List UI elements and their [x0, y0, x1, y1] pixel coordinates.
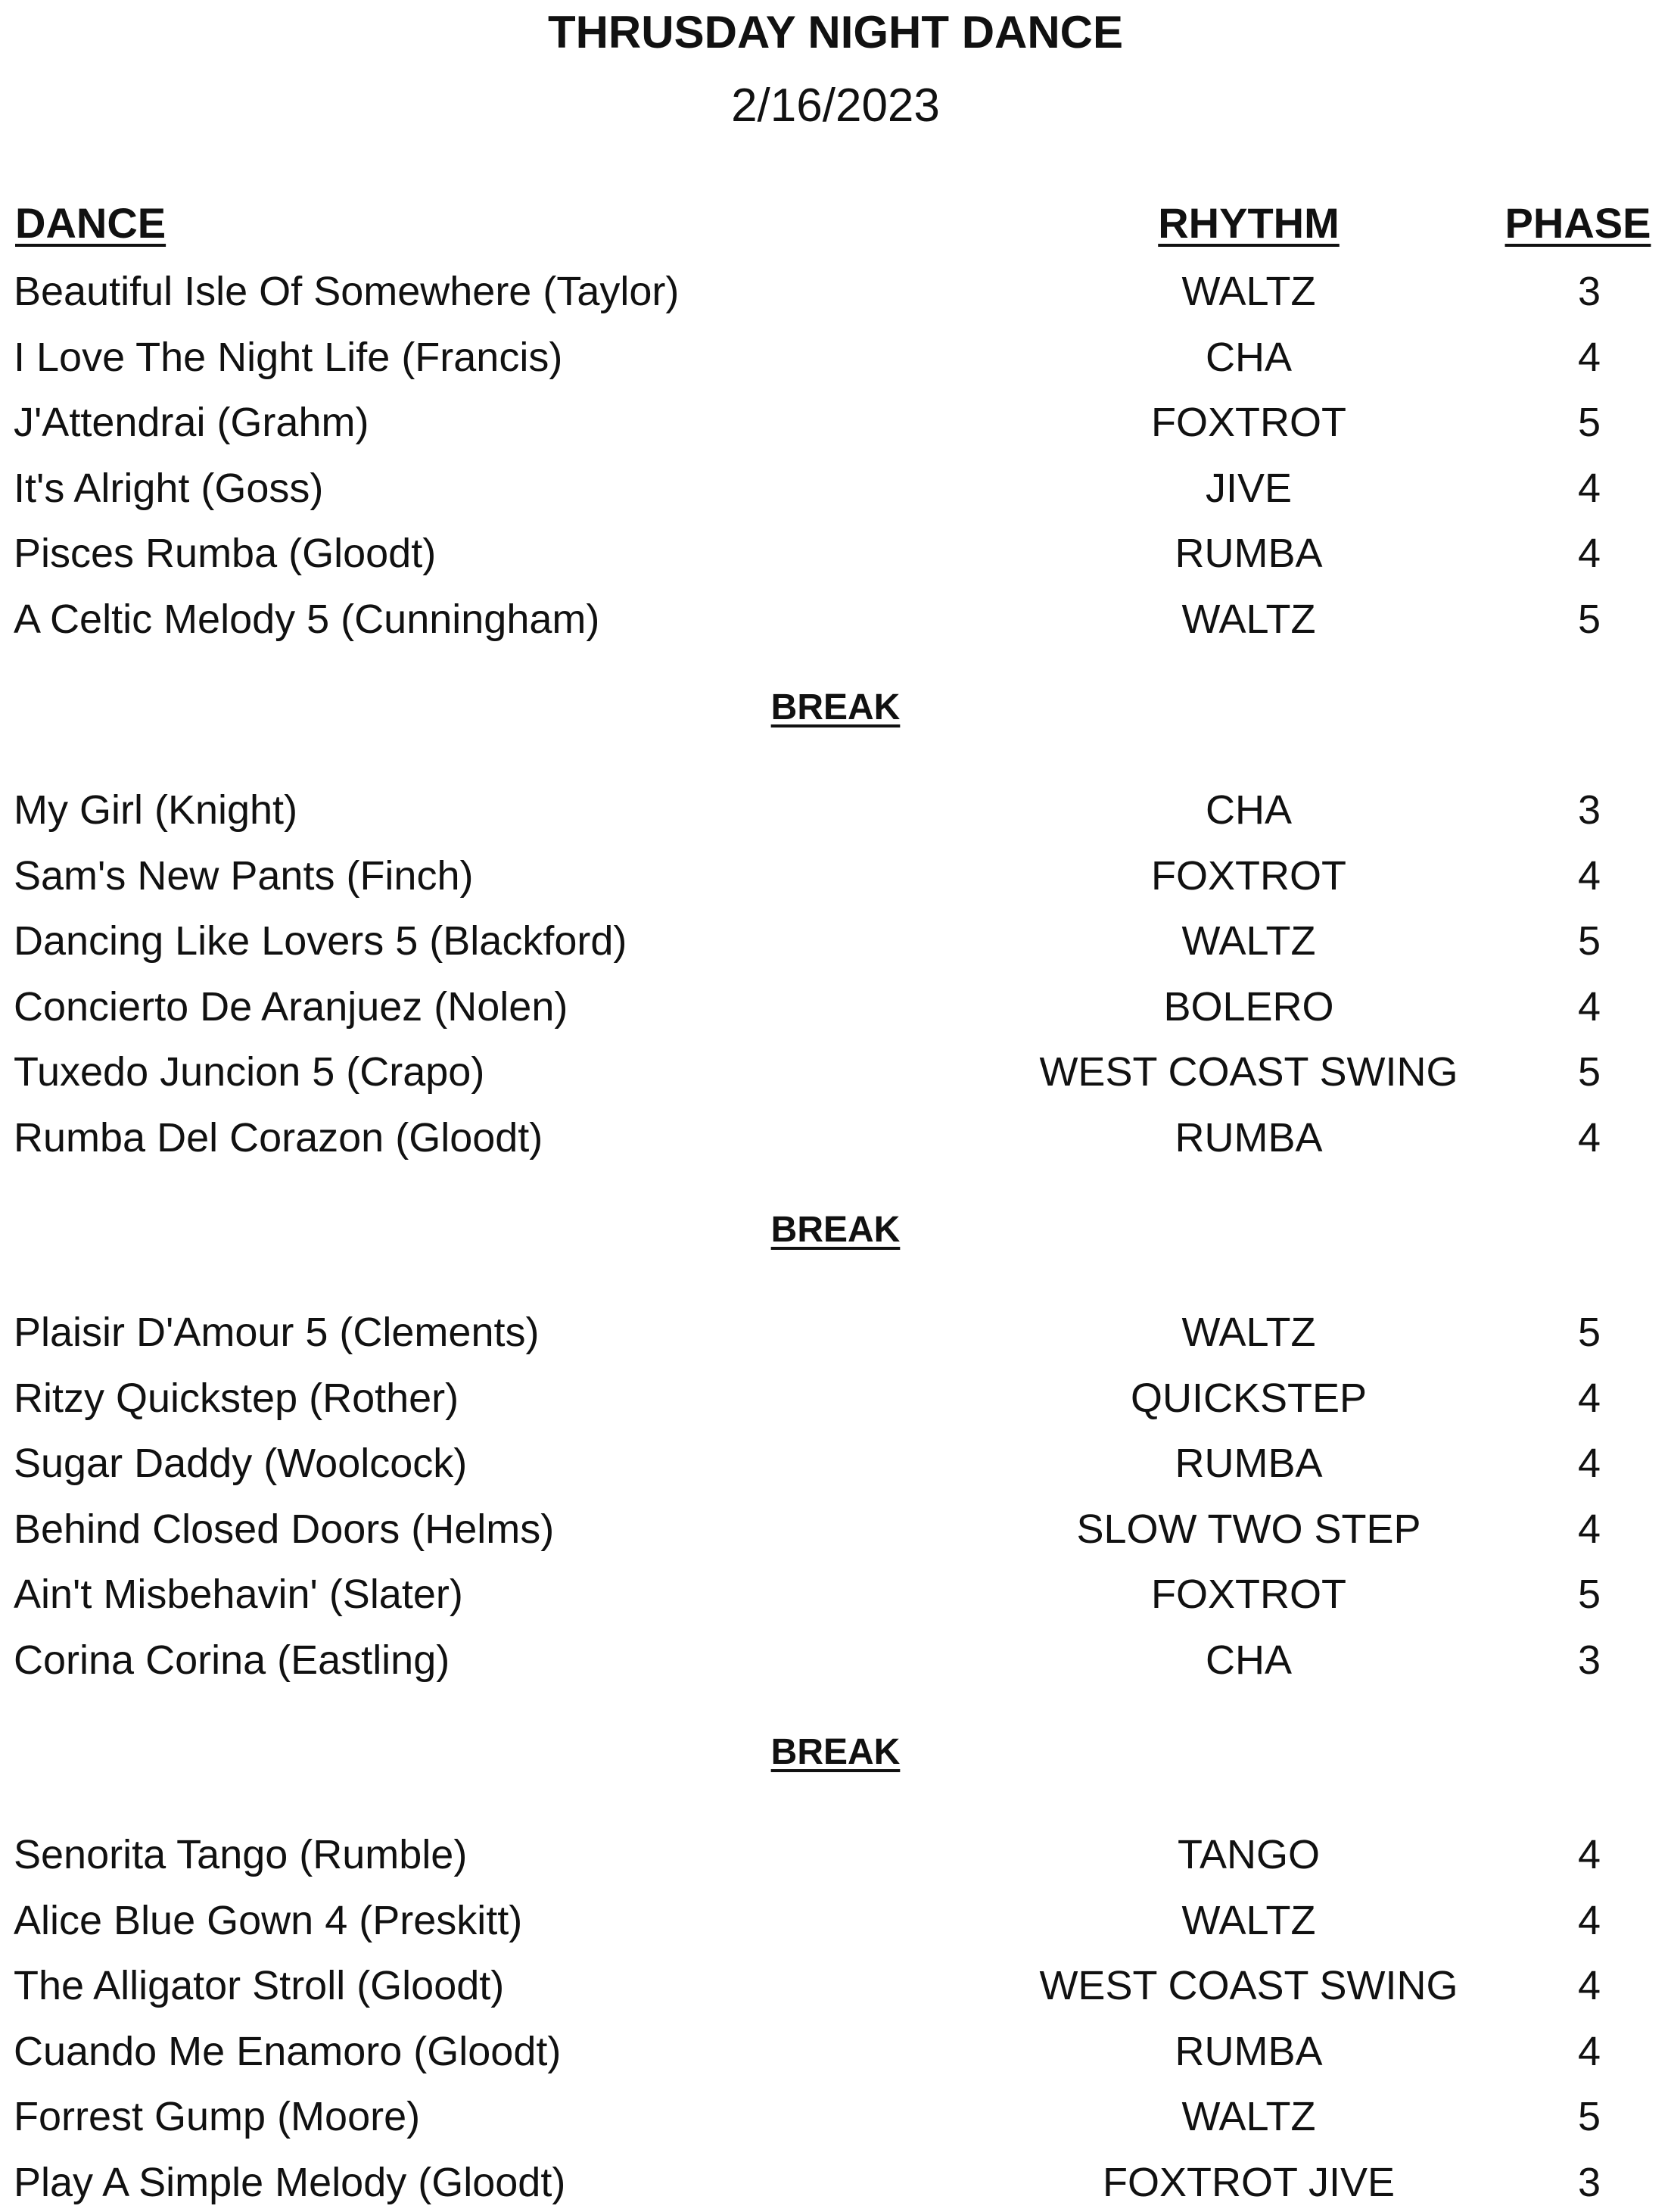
rhythm-cell: FOXTROT: [1151, 400, 1346, 445]
phase-cell: 4: [1577, 465, 1601, 511]
dance-cell: A Celtic Melody 5 (Cunningham): [14, 596, 600, 642]
phase-cell: 5: [1577, 2094, 1601, 2139]
rhythm-cell: QUICKSTEP: [1130, 1375, 1368, 1421]
phase-cell: 4: [1577, 1375, 1601, 1421]
dance-cell: It's Alright (Goss): [14, 465, 324, 511]
rhythm-cell: WALTZ: [1181, 2094, 1316, 2139]
break-label: BREAK: [770, 1732, 901, 1772]
phase-cell: 5: [1577, 1572, 1601, 1617]
dance-cell: Plaisir D'Amour 5 (Clements): [14, 1310, 540, 1355]
phase-cell: 5: [1577, 400, 1601, 445]
break-label: BREAK: [770, 1210, 901, 1250]
phase-cell: 4: [1577, 2028, 1601, 2074]
dance-cell: Forrest Gump (Moore): [14, 2094, 421, 2139]
phase-cell: 4: [1577, 1441, 1601, 1486]
rhythm-cell: FOXTROT JIVE: [1102, 2159, 1396, 2205]
table-row: [0, 527, 1671, 580]
dance-cell: Dancing Like Lovers 5 (Blackford): [14, 918, 627, 964]
phase-cell: 3: [1577, 1637, 1601, 1683]
phase-cell: 3: [1577, 2159, 1601, 2205]
table-row: [0, 914, 1671, 967]
phase-cell: 4: [1577, 983, 1601, 1030]
rhythm-cell: WALTZ: [1181, 1310, 1316, 1355]
phase-cell: 3: [1577, 787, 1601, 833]
rhythm-cell: WALTZ: [1181, 269, 1316, 314]
dance-cell: Senorita Tango (Rumble): [14, 1832, 468, 1877]
rhythm-cell: RUMBA: [1175, 1114, 1323, 1161]
page-title: THRUSDAY NIGHT DANCE: [547, 7, 1124, 58]
table-row: [0, 2156, 1671, 2209]
table-row: [0, 1437, 1671, 1490]
phase-cell: 4: [1577, 1963, 1601, 2008]
table-row: [0, 1372, 1671, 1425]
rhythm-cell: WEST COAST SWING: [1039, 1963, 1458, 2008]
dance-cell: Alice Blue Gown 4 (Preskitt): [14, 1897, 523, 1943]
dance-cell: My Girl (Knight): [14, 787, 298, 833]
dance-cell: Ritzy Quickstep (Rother): [14, 1375, 459, 1421]
rhythm-cell: WALTZ: [1181, 596, 1316, 642]
table-row: [0, 1828, 1671, 1881]
event-date: 2/16/2023: [731, 79, 940, 132]
rhythm-cell: BOLERO: [1163, 983, 1334, 1030]
rhythm-cell: SLOW TWO STEP: [1076, 1506, 1421, 1552]
table-row: [0, 593, 1671, 646]
phase-cell: 4: [1577, 1114, 1601, 1161]
rhythm-cell: RUMBA: [1175, 531, 1323, 576]
table-row: [0, 849, 1671, 902]
column-header-phase: PHASE: [1505, 199, 1651, 247]
column-header-dance: DANCE: [15, 199, 166, 247]
table-row: [0, 1894, 1671, 1947]
phase-cell: 4: [1577, 1832, 1601, 1877]
phase-cell: 3: [1577, 269, 1601, 314]
dance-cell: Tuxedo Juncion 5 (Crapo): [14, 1049, 485, 1095]
rhythm-cell: CHA: [1205, 787, 1292, 833]
table-row: [0, 1568, 1671, 1621]
table-row: [0, 396, 1671, 449]
phase-cell: 5: [1577, 1310, 1601, 1355]
dance-cell: The Alligator Stroll (Gloodt): [14, 1963, 505, 2008]
dance-cell: Ain't Misbehavin' (Slater): [14, 1572, 463, 1617]
table-row: [0, 265, 1671, 318]
dance-cell: Sam's New Pants (Finch): [14, 852, 474, 899]
rhythm-cell: FOXTROT: [1151, 1572, 1346, 1617]
rhythm-cell: CHA: [1205, 334, 1292, 380]
phase-cell: 4: [1577, 1897, 1601, 1943]
dance-cell: Cuando Me Enamoro (Gloodt): [14, 2028, 562, 2074]
dance-cell: Behind Closed Doors (Helms): [14, 1506, 555, 1552]
break-label: BREAK: [770, 687, 901, 727]
rhythm-cell: JIVE: [1205, 465, 1293, 511]
table-row: [0, 1634, 1671, 1687]
rhythm-cell: WEST COAST SWING: [1039, 1049, 1458, 1095]
table-row: [0, 331, 1671, 384]
table-row: [0, 1503, 1671, 1556]
phase-cell: 4: [1577, 852, 1601, 899]
phase-cell: 4: [1577, 531, 1601, 576]
dance-cell: Play A Simple Melody (Gloodt): [14, 2159, 566, 2205]
table-row: [0, 2025, 1671, 2078]
table-row: [0, 1959, 1671, 2012]
dance-cell: Pisces Rumba (Gloodt): [14, 531, 437, 576]
rhythm-cell: FOXTROT: [1151, 852, 1346, 899]
table-row: [0, 784, 1671, 837]
dance-cell: Beautiful Isle Of Somewhere (Taylor): [14, 269, 680, 314]
table-row: [0, 1306, 1671, 1359]
phase-cell: 5: [1577, 1049, 1601, 1095]
table-row: [0, 2090, 1671, 2143]
column-header-rhythm: RHYTHM: [1158, 199, 1340, 247]
dance-cell: Corina Corina (Eastling): [14, 1637, 450, 1683]
table-row: [0, 1045, 1671, 1098]
table-row: [0, 980, 1671, 1033]
rhythm-cell: WALTZ: [1181, 1897, 1316, 1943]
phase-cell: 4: [1577, 1506, 1601, 1552]
rhythm-cell: WALTZ: [1181, 918, 1316, 964]
dance-cell: J'Attendrai (Grahm): [14, 400, 369, 445]
dance-cell: Concierto De Aranjuez (Nolen): [14, 983, 568, 1030]
phase-cell: 4: [1577, 334, 1601, 380]
table-row: [0, 1111, 1671, 1164]
dance-cell: I Love The Night Life (Francis): [14, 334, 563, 380]
rhythm-cell: RUMBA: [1175, 2028, 1323, 2074]
phase-cell: 5: [1577, 596, 1601, 642]
rhythm-cell: RUMBA: [1175, 1441, 1323, 1486]
dance-cell: Rumba Del Corazon (Gloodt): [14, 1114, 543, 1161]
table-row: [0, 462, 1671, 515]
rhythm-cell: CHA: [1205, 1637, 1292, 1683]
dance-cell: Sugar Daddy (Woolcock): [14, 1441, 468, 1486]
rhythm-cell: TANGO: [1178, 1832, 1320, 1877]
phase-cell: 5: [1577, 918, 1601, 964]
